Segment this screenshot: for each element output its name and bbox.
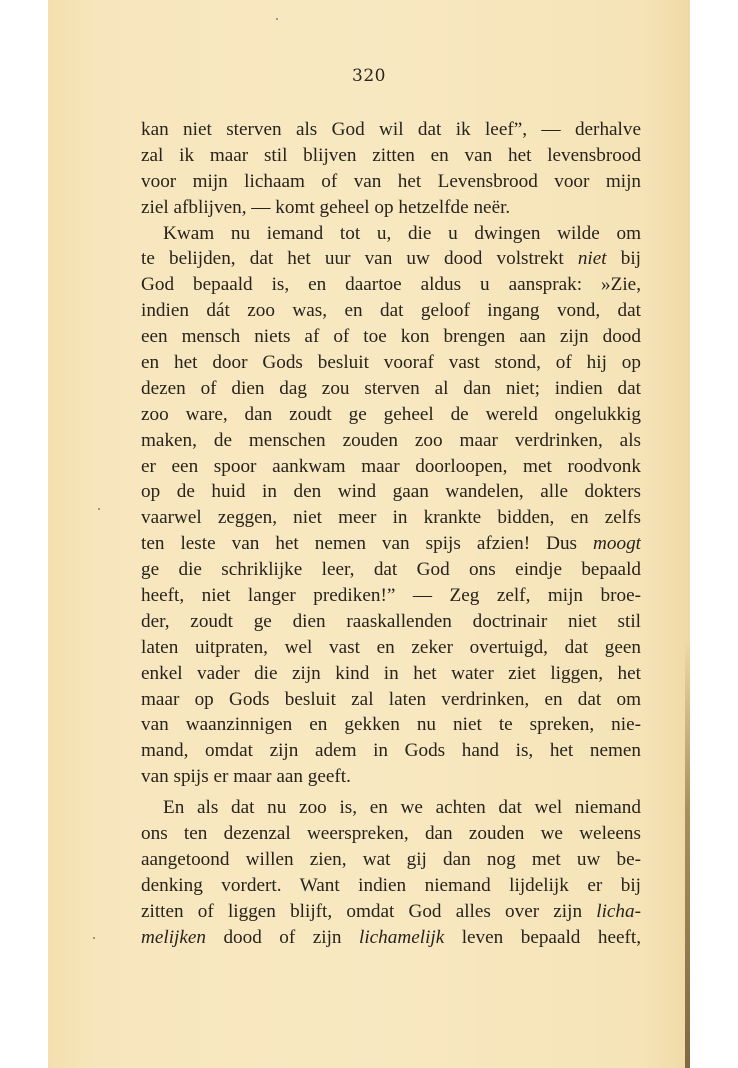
text-line: kan niet sterven als God wil dat ik leef”, — derhalve xyxy=(141,119,641,140)
text-line: Kwam nu iemand tot u, die u dwingen wilde om xyxy=(163,222,641,244)
text-line: ziel afblijven, — komt geheel op hetzelfde neër. xyxy=(141,196,511,218)
text-line: aangetoond willen zien, wat gij dan nog met uw be- xyxy=(141,848,641,870)
text-line: te belijden, dat het uur van uw dood volstrekt niet bij xyxy=(141,248,641,270)
text-line: op de huid in den wind gaan wandelen, alle dokters xyxy=(141,481,641,503)
text-line: van waanzinnigen en gekken nu niet te spreken, nie- xyxy=(141,714,641,736)
text-line: En als dat nu zoo is, en we achten dat wel niemand xyxy=(163,797,641,819)
body-text xyxy=(141,117,641,951)
text-line: van spijs er maar aan geeft. xyxy=(141,766,351,788)
text-line: ten leste van het nemen van spijs afzien! Dus moogt xyxy=(141,533,641,555)
text-line: maar op Gods besluit zal laten verdrinken, en dat om xyxy=(141,688,641,710)
paper-speck xyxy=(98,508,100,510)
italic-word: lichamelijk xyxy=(359,926,445,948)
text-line: mand, omdat zijn adem in Gods hand is, het nemen xyxy=(141,740,641,762)
italic-word: licha- xyxy=(596,900,641,922)
text-line: zal ik maar stil blijven zitten en van het levensbrood xyxy=(141,144,641,166)
text-line: God bepaald is, en daartoe aldus u aansprak: »Zie, xyxy=(141,274,641,296)
text-line: er een spoor aankwam maar doorloopen, met roodvonk xyxy=(141,455,641,477)
text-line: ons ten dezenzal weerspreken, dan zouden we weleens xyxy=(141,823,641,845)
text-line: enkel vader die zijn kind in het water ziet liggen, het xyxy=(141,662,641,684)
text-line: der, zoudt ge dien raaskallenden doctrinair niet stil xyxy=(141,610,641,632)
paper-speck xyxy=(93,937,95,939)
italic-word: melijken xyxy=(141,926,206,948)
text-line: denking vordert. Want indien niemand lijdelijk er bij xyxy=(141,874,641,896)
text-line: vaarwel zeggen, niet meer in krankte bidden, en zelfs xyxy=(141,507,641,529)
paper-speck xyxy=(276,18,278,20)
text-line: dezen of dien dag zou sterven al dan niet; indien dat xyxy=(141,377,641,399)
page-edge-shadow xyxy=(685,640,690,1068)
text-line: zitten of liggen blijft, omdat God alles over zijn licha- xyxy=(141,900,641,922)
text-line: maken, de menschen zouden zoo maar verdrinken, als xyxy=(141,429,641,451)
text-line: een mensch niets af of toe kon brengen aan zijn dood xyxy=(141,326,641,348)
italic-word: moogt xyxy=(593,533,641,555)
italic-word: niet xyxy=(577,248,607,270)
text-line: indien dát zoo was, en dat geloof ingang vond, dat xyxy=(141,300,641,322)
page-number: 320 xyxy=(352,66,386,86)
text-line: voor mijn lichaam of van het Levensbrood voor mijn xyxy=(141,170,641,192)
text-line: en het door Gods besluit vooraf vast stond, of hij op xyxy=(141,352,641,374)
text-line: ge die schriklijke leer, dat God ons eindje bepaald xyxy=(141,559,641,581)
text-line: zoo ware, dan zoudt ge geheel de wereld ongelukkig xyxy=(141,403,641,425)
text-line: melijken dood of zijn lichamelijk leven bepaald heeft, xyxy=(141,926,641,948)
text-line: heeft, niet langer prediken!” — Zeg zelf, mijn broe- xyxy=(141,585,641,607)
text-line: laten uitpraten, wel vast en zeker overtuigd, dat geen xyxy=(141,636,641,658)
